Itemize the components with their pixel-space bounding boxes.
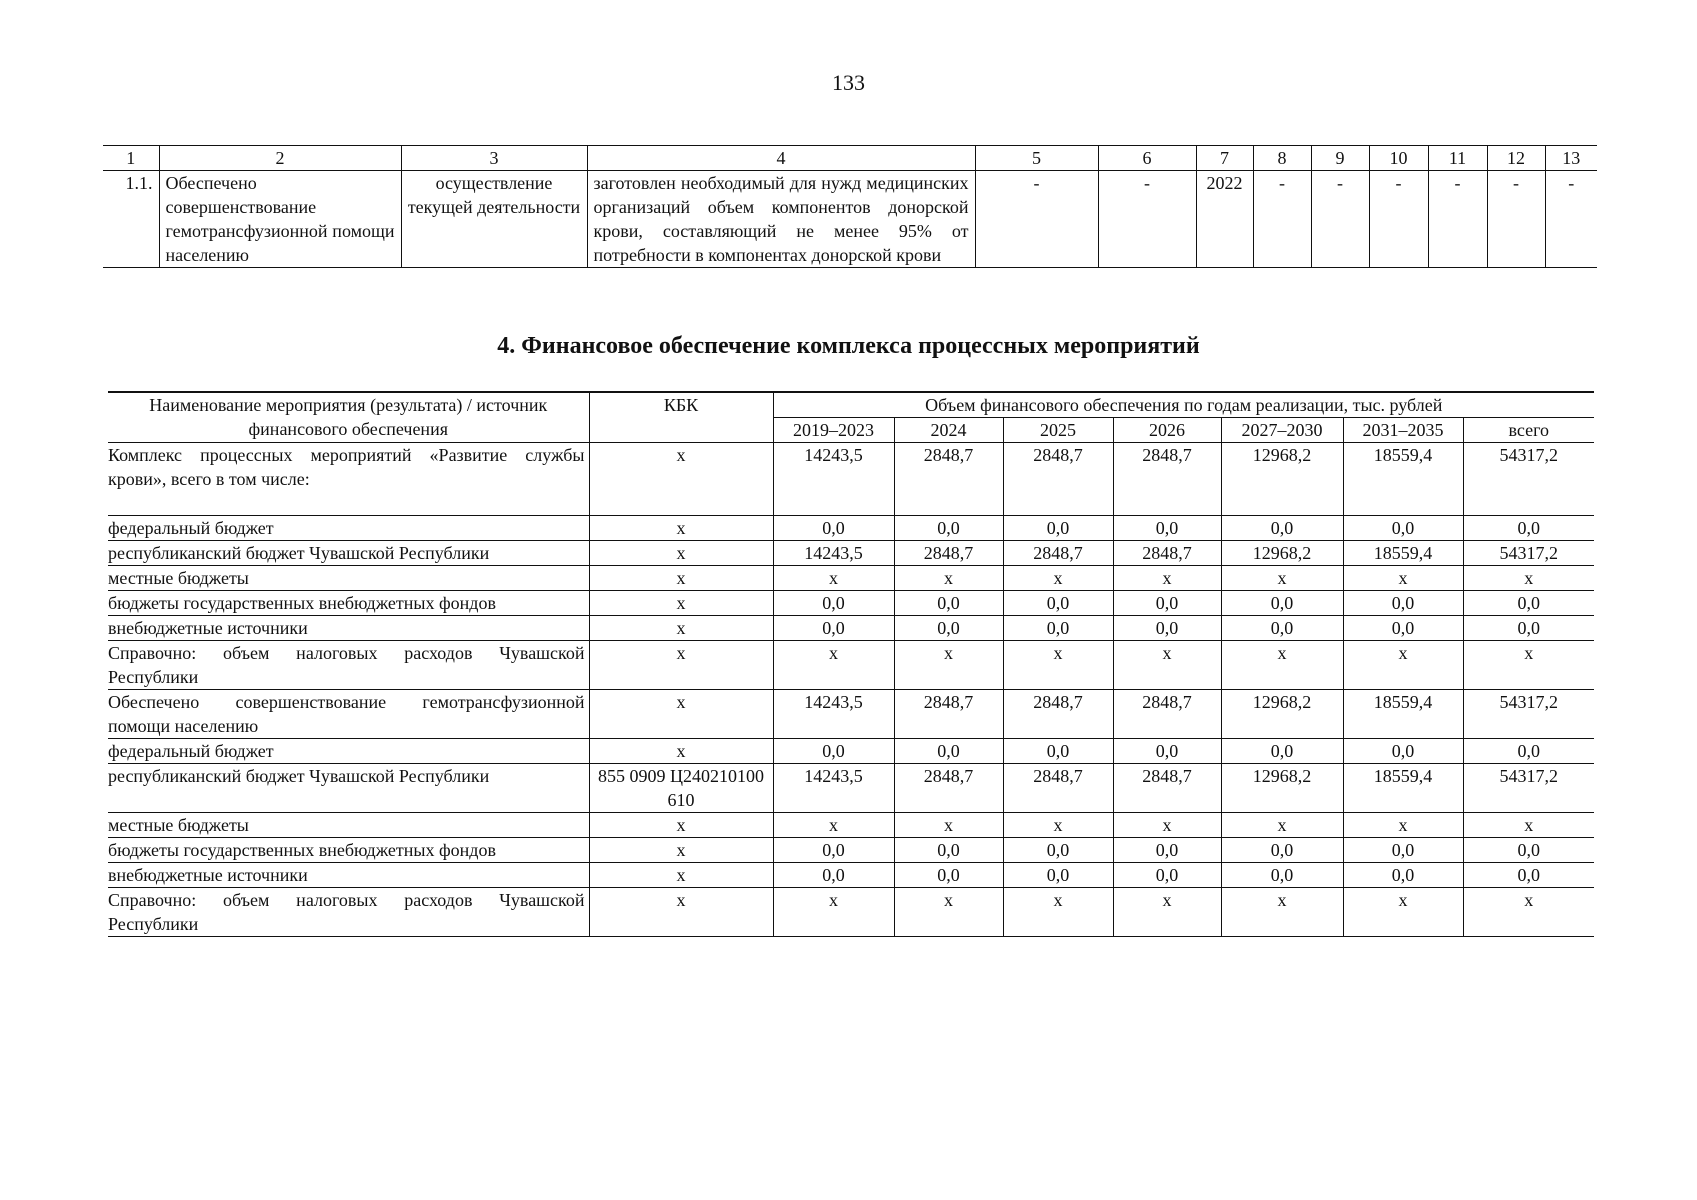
kbk-cell: х — [589, 566, 773, 591]
value-cell: 0,0 — [894, 863, 1003, 888]
financing-body — [108, 443, 1594, 937]
table-row — [108, 541, 1594, 566]
value-cell: 0,0 — [1003, 616, 1113, 641]
value-cell: х — [894, 641, 1003, 690]
value-cell: х — [1221, 813, 1343, 838]
page-number: 133 — [832, 70, 865, 95]
table-row — [108, 591, 1594, 616]
value-cell: 14243,5 — [773, 690, 894, 739]
value-cell: 0,0 — [1463, 739, 1594, 764]
results-header-cell: 1 — [103, 146, 159, 171]
value-cell: 0,0 — [894, 739, 1003, 764]
value-cell: 54317,2 — [1463, 690, 1594, 739]
value-cell: х — [894, 566, 1003, 591]
results-header-cell: 7 — [1196, 146, 1253, 171]
value-cell: 0,0 — [1463, 616, 1594, 641]
table-row — [108, 516, 1594, 541]
value-cell: 18559,4 — [1343, 443, 1463, 516]
value-cell: 0,0 — [773, 739, 894, 764]
year-header: 2025 — [1003, 418, 1113, 443]
year-header: 2019–2023 — [773, 418, 894, 443]
value-cell: х — [1343, 813, 1463, 838]
value-cell: 0,0 — [1003, 838, 1113, 863]
value-cell: 0,0 — [1343, 516, 1463, 541]
results-header-cell: 11 — [1428, 146, 1487, 171]
value-cell: 0,0 — [1113, 516, 1221, 541]
value-cell: 14243,5 — [773, 443, 894, 516]
value-cell: х — [1113, 566, 1221, 591]
value-cell: 12968,2 — [1221, 443, 1343, 516]
row-label: местные бюджеты — [108, 566, 589, 591]
value-cell: х — [894, 888, 1003, 937]
value-cell: 0,0 — [1113, 838, 1221, 863]
value-cell: х — [1003, 566, 1113, 591]
kbk-cell: х — [589, 690, 773, 739]
kbk-cell: х — [589, 739, 773, 764]
value-cell: 0,0 — [894, 616, 1003, 641]
kbk-cell: х — [589, 591, 773, 616]
value-cell: 2848,7 — [894, 541, 1003, 566]
value-cell: 0,0 — [1113, 591, 1221, 616]
value-cell: 2848,7 — [1003, 690, 1113, 739]
value-cell: 54317,2 — [1463, 541, 1594, 566]
row-label: федеральный бюджет — [108, 739, 589, 764]
result-cell: - — [1428, 171, 1487, 268]
value-cell: 54317,2 — [1463, 443, 1594, 516]
value-cell: 18559,4 — [1343, 764, 1463, 813]
value-cell: 18559,4 — [1343, 541, 1463, 566]
value-cell: 0,0 — [1463, 591, 1594, 616]
result-year: 2022 — [1196, 171, 1253, 268]
value-cell: 0,0 — [1343, 616, 1463, 641]
value-cell: 0,0 — [1463, 863, 1594, 888]
result-cell: - — [1369, 171, 1428, 268]
value-cell: 0,0 — [1221, 838, 1343, 863]
value-cell: 2848,7 — [894, 764, 1003, 813]
year-header: 2026 — [1113, 418, 1221, 443]
financing-header-row — [108, 392, 1594, 418]
result-cell: - — [1098, 171, 1196, 268]
value-cell: 0,0 — [1343, 739, 1463, 764]
results-header-cell: 9 — [1311, 146, 1369, 171]
table-row — [108, 616, 1594, 641]
value-cell: 0,0 — [894, 591, 1003, 616]
value-cell: 0,0 — [1343, 591, 1463, 616]
value-cell: х — [1003, 813, 1113, 838]
value-cell: х — [1221, 566, 1343, 591]
value-cell: х — [1343, 566, 1463, 591]
value-cell: х — [1113, 813, 1221, 838]
value-cell: 14243,5 — [773, 541, 894, 566]
value-cell: 2848,7 — [1113, 443, 1221, 516]
value-cell: 2848,7 — [1003, 764, 1113, 813]
year-header: всего — [1463, 418, 1594, 443]
row-label: местные бюджеты — [108, 813, 589, 838]
value-cell: 0,0 — [1463, 516, 1594, 541]
results-header-cell: 5 — [975, 146, 1098, 171]
results-header-cell: 3 — [401, 146, 587, 171]
value-cell: 2848,7 — [1113, 690, 1221, 739]
value-cell: 0,0 — [1003, 739, 1113, 764]
kbk-cell: х — [589, 541, 773, 566]
table-row — [108, 813, 1594, 838]
table-row — [108, 863, 1594, 888]
header-volume: Объем финансового обеспечения по годам реализации, тыс. рублей — [773, 392, 1594, 418]
result-name: Обеспечено совершенствование гемотрансфузионной помощи населению — [159, 171, 401, 268]
table-row — [108, 641, 1594, 690]
value-cell: 0,0 — [1221, 863, 1343, 888]
results-header-cell: 10 — [1369, 146, 1428, 171]
year-header: 2027–2030 — [1221, 418, 1343, 443]
value-cell: 0,0 — [773, 616, 894, 641]
year-header: 2024 — [894, 418, 1003, 443]
value-cell: 2848,7 — [1113, 541, 1221, 566]
value-cell: 2848,7 — [894, 690, 1003, 739]
value-cell: х — [1463, 566, 1594, 591]
value-cell: 12968,2 — [1221, 541, 1343, 566]
results-header-row — [103, 146, 1597, 171]
header-name: Наименование мероприятия (результата) / источник финансового обеспечения — [108, 392, 589, 443]
result-cell: - — [975, 171, 1098, 268]
value-cell: 2848,7 — [1113, 764, 1221, 813]
table-row — [108, 566, 1594, 591]
value-cell: 0,0 — [1221, 591, 1343, 616]
section-title: 4. Финансовое обеспечение комплекса процессных мероприятий — [497, 333, 1200, 359]
value-cell: 0,0 — [1113, 616, 1221, 641]
row-label: Справочно: объем налоговых расходов Чувашской Республики — [108, 888, 589, 937]
value-cell: 0,0 — [773, 863, 894, 888]
results-header-cell: 4 — [587, 146, 975, 171]
table-row — [108, 838, 1594, 863]
value-cell: х — [1113, 888, 1221, 937]
results-header-cell: 6 — [1098, 146, 1196, 171]
kbk-cell: х — [589, 863, 773, 888]
value-cell: 2848,7 — [1003, 443, 1113, 516]
result-characteristic: заготовлен необходимый для нужд медицинских организаций объем компонентов донорской крови, составляющий не менее 95% от потребности в компонентах донорской крови — [587, 171, 975, 268]
value-cell: 0,0 — [1113, 863, 1221, 888]
value-cell: х — [894, 813, 1003, 838]
table-row — [108, 690, 1594, 739]
row-label: республиканский бюджет Чувашской Республики — [108, 541, 589, 566]
table-row — [108, 739, 1594, 764]
value-cell: х — [773, 566, 894, 591]
row-label: федеральный бюджет — [108, 516, 589, 541]
value-cell: х — [1221, 888, 1343, 937]
value-cell: 14243,5 — [773, 764, 894, 813]
row-number: 1.1. — [103, 171, 159, 268]
result-cell: - — [1311, 171, 1369, 268]
value-cell: 0,0 — [1221, 616, 1343, 641]
value-cell: х — [773, 813, 894, 838]
kbk-cell: 855 0909 Ц240210100 610 — [589, 764, 773, 813]
kbk-cell: х — [589, 888, 773, 937]
row-label: внебюджетные источники — [108, 616, 589, 641]
row-label: бюджеты государственных внебюджетных фондов — [108, 591, 589, 616]
value-cell: 0,0 — [894, 838, 1003, 863]
value-cell: х — [1003, 888, 1113, 937]
row-label: Комплекс процессных мероприятий «Развитие службы крови», всего в том числе: — [108, 443, 589, 516]
value-cell: 18559,4 — [1343, 690, 1463, 739]
row-label: Справочно: объем налоговых расходов Чувашской Республики — [108, 641, 589, 690]
row-label: республиканский бюджет Чувашской Республики — [108, 764, 589, 813]
value-cell: х — [1113, 641, 1221, 690]
table-row — [108, 764, 1594, 813]
value-cell: 0,0 — [773, 591, 894, 616]
value-cell: 12968,2 — [1221, 690, 1343, 739]
value-cell: 0,0 — [1003, 863, 1113, 888]
value-cell: 0,0 — [1343, 838, 1463, 863]
value-cell: 0,0 — [773, 838, 894, 863]
value-cell: 12968,2 — [1221, 764, 1343, 813]
kbk-cell: х — [589, 516, 773, 541]
value-cell: 0,0 — [1003, 591, 1113, 616]
row-label: бюджеты государственных внебюджетных фондов — [108, 838, 589, 863]
result-cell: - — [1545, 171, 1597, 268]
value-cell: х — [773, 888, 894, 937]
row-label: Обеспечено совершенствование гемотрансфузионной помощи населению — [108, 690, 589, 739]
value-cell: х — [1463, 888, 1594, 937]
results-header-cell: 12 — [1487, 146, 1545, 171]
value-cell: х — [1343, 641, 1463, 690]
value-cell: 2848,7 — [894, 443, 1003, 516]
value-cell: 0,0 — [1003, 516, 1113, 541]
value-cell: х — [773, 641, 894, 690]
value-cell: 0,0 — [1113, 739, 1221, 764]
financing-table — [108, 391, 1594, 937]
value-cell: 54317,2 — [1463, 764, 1594, 813]
results-header-cell: 13 — [1545, 146, 1597, 171]
value-cell: х — [1463, 813, 1594, 838]
value-cell: 0,0 — [773, 516, 894, 541]
header-kbk: КБК — [589, 392, 773, 443]
results-row — [103, 171, 1597, 268]
kbk-cell: х — [589, 616, 773, 641]
kbk-cell: х — [589, 813, 773, 838]
value-cell: х — [1463, 641, 1594, 690]
result-cell: - — [1253, 171, 1311, 268]
year-header: 2031–2035 — [1343, 418, 1463, 443]
table-row — [108, 443, 1594, 516]
value-cell: х — [1221, 641, 1343, 690]
kbk-cell: х — [589, 838, 773, 863]
row-label: внебюджетные источники — [108, 863, 589, 888]
results-header-cell: 2 — [159, 146, 401, 171]
value-cell: 0,0 — [894, 516, 1003, 541]
kbk-cell: х — [589, 641, 773, 690]
result-type: осуществление текущей деятельности — [401, 171, 587, 268]
value-cell: 2848,7 — [1003, 541, 1113, 566]
value-cell: 0,0 — [1221, 516, 1343, 541]
value-cell: 0,0 — [1343, 863, 1463, 888]
results-header-cell: 8 — [1253, 146, 1311, 171]
result-cell: - — [1487, 171, 1545, 268]
value-cell: х — [1343, 888, 1463, 937]
value-cell: 0,0 — [1463, 838, 1594, 863]
kbk-cell: х — [589, 443, 773, 516]
results-table — [103, 145, 1597, 268]
value-cell: 0,0 — [1221, 739, 1343, 764]
value-cell: х — [1003, 641, 1113, 690]
table-row — [108, 888, 1594, 937]
